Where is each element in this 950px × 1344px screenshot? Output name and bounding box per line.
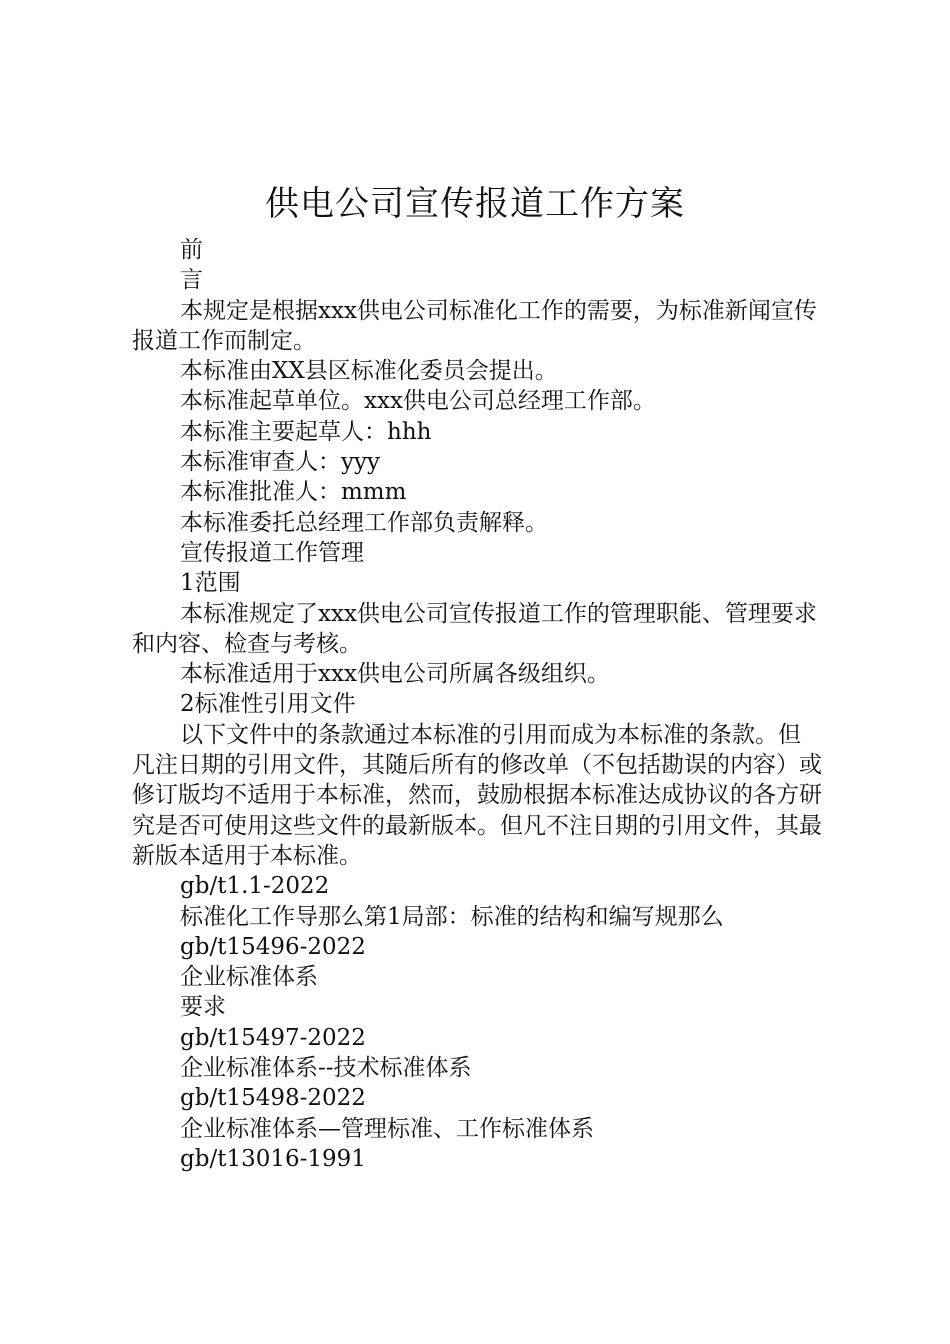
section-heading-scope: 1范围 bbox=[180, 570, 241, 597]
paragraph-interpretation: 本标准委托总经理工作部负责解释。 bbox=[180, 509, 548, 536]
section-heading-normative-references: 2标准性引用文件 bbox=[180, 691, 356, 718]
paragraph-drafting-unit: 本标准起草单位。xxx供电公司总经理工作部。 bbox=[180, 388, 656, 415]
reference-code: gb/t15496-2022 bbox=[180, 933, 366, 960]
reference-title-continued: 要求 bbox=[180, 994, 226, 1021]
reference-title: 标准化工作导那么第1局部：标准的结构和编写规那么 bbox=[180, 903, 724, 930]
reference-code: gb/t15497-2022 bbox=[180, 1024, 366, 1051]
paragraph-purpose: 本规定是根据xxx供电公司标准化工作的需要，为标准新闻宣传报道工作而制定。 bbox=[132, 297, 817, 354]
reference-title: 企业标准体系--技术标准体系 bbox=[180, 1055, 472, 1082]
reference-code: gb/t13016-1991 bbox=[180, 1145, 366, 1172]
paragraph-main-drafter: 本标准主要起草人：hhh bbox=[180, 418, 432, 445]
paragraph-applicability: 本标准适用于xxx供电公司所属各级组织。 bbox=[180, 661, 610, 688]
paragraph-approver: 本标准批准人：mmm bbox=[180, 479, 407, 506]
reference-code: gb/t1.1-2022 bbox=[180, 873, 330, 900]
document-body bbox=[132, 235, 822, 1174]
reference-code: gb/t15498-2022 bbox=[180, 1085, 366, 1112]
reference-title: 企业标准体系 bbox=[180, 964, 318, 991]
paragraph-reference-explanation: 以下文件中的条款通过本标准的引用而成为本标准的条款。但凡注日期的引用文件，其随后所有的修改单（不包括勘误的内容）或修订版均不适用于本标准，然而，鼓励根据本标准达成协议的各方研究是否可使用这些文件的最新版本。但凡不注日期的引用文件，其最新版本适用于本标准。 bbox=[132, 721, 822, 869]
reference-title: 企业标准体系—管理标准、工作标准体系 bbox=[180, 1115, 594, 1142]
preface-heading-part-2: 言 bbox=[180, 267, 203, 294]
paragraph-reviewer: 本标准审查人：yyy bbox=[180, 449, 380, 476]
paragraph-proposer: 本标准由XX县区标准化委员会提出。 bbox=[180, 358, 558, 385]
preface-heading-part-1: 前 bbox=[180, 237, 203, 263]
paragraph-scope-definition: 本标准规定了xxx供电公司宣传报道工作的管理职能、管理要求和内容、检查与考核。 bbox=[132, 600, 817, 657]
document-title: 供电公司宣传报道工作方案 bbox=[265, 184, 685, 224]
section-heading-management: 宣传报道工作管理 bbox=[180, 539, 364, 566]
